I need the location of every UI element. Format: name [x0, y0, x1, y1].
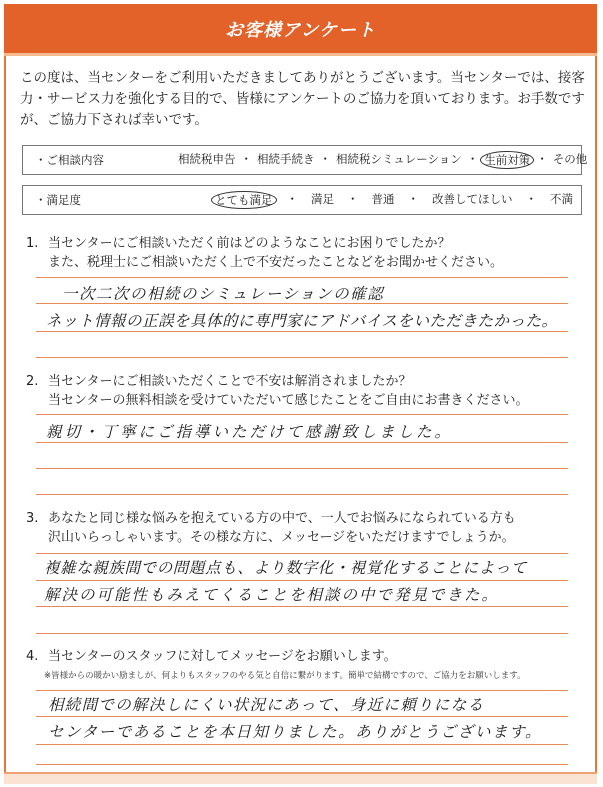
- question-line: 当センターのスタッフに対してメッセージをお願いします。: [48, 649, 397, 664]
- answer-handwriting: 相続間での解決しにくい状況にあって、身近に頼りになる: [48, 696, 485, 714]
- answer-rule: [36, 468, 568, 469]
- question-number: 1.: [26, 236, 39, 251]
- question-2: [26, 372, 580, 410]
- answer-handwriting: 複雑な親族間での問題点も、より数字化・視覚化することによって: [44, 559, 528, 577]
- answer-handwriting: ネット情報の正誤を具体的に専門家にアドバイスをいただきたかった。: [46, 312, 558, 330]
- answer-rule: [36, 414, 568, 415]
- answer-handwriting: センターであることを本日知りました。ありがとうございます。: [48, 723, 543, 741]
- footer-bar: [4, 772, 597, 784]
- answer-rule: [36, 606, 568, 607]
- answer-handwriting: 親切・丁寧にご指導いただけて感謝致しました。: [46, 423, 454, 441]
- question-note: ※皆様からの暖かい励ましが、何よりもスタッフのやる気と自信に繋がります。簡単で結構ですので、ご協力をお願いします。: [44, 671, 526, 681]
- answer-rule: [36, 553, 568, 554]
- header-banner: [4, 4, 597, 56]
- satisfaction-option[interactable]: 改善してほしい: [432, 192, 513, 206]
- consultation-box: [22, 145, 588, 175]
- question-4: [26, 647, 580, 666]
- consultation-option[interactable]: 相続税申告: [178, 152, 236, 166]
- answer-rule: [36, 716, 568, 717]
- answer-rule: [36, 580, 568, 581]
- answer-rule: [36, 690, 568, 691]
- answer-rule: [36, 744, 568, 745]
- consultation-options: 相続税申告 ・ 相続手続き ・ 相続税シミュレーション ・ 生前対策 ・ その他: [175, 151, 590, 169]
- answer-rule: [36, 357, 568, 358]
- satisfaction-option[interactable]: 普通: [371, 192, 395, 206]
- question-number: 4.: [26, 649, 39, 664]
- answer-rule: [36, 331, 568, 332]
- answer-rule: [36, 764, 568, 765]
- consultation-label: ・ご相談内容: [35, 153, 104, 167]
- satisfaction-option[interactable]: 不満: [550, 192, 573, 206]
- answer-rule: [36, 277, 568, 278]
- question-3: [26, 509, 580, 547]
- satisfaction-option-selected[interactable]: とても満足: [211, 191, 277, 209]
- question-line: 当センターにご相談いただくことで不安は解消されましたか？: [48, 374, 412, 389]
- satisfaction-label: ・満足度: [35, 193, 81, 207]
- question-number: 2.: [26, 374, 39, 389]
- question-line: 沢山いらっしゃいます。その様な方に、メッセージをいただけますでしょうか。: [48, 530, 515, 545]
- question-line: 当センターにご相談いただく前はどのようなことにお困りでしたか？: [48, 236, 451, 251]
- answer-handwriting: 解決の可能性もみえてくることを相談の中で発見できた。: [44, 586, 500, 604]
- satisfaction-options: とても満足 ・ 満足 ・ 普通 ・ 改善してほしい ・ 不満: [211, 191, 576, 209]
- question-1: [26, 234, 580, 272]
- answer-rule: [36, 442, 568, 443]
- question-number: 3.: [26, 511, 39, 526]
- intro-text: この度は、当センターをご利用いただきましてありがとうございます。当センターでは、接客力・サービス力を強化する目的で、皆様にアンケートのご協力を頂いております。お手数ですが、ご協力下されば幸いです。: [20, 70, 585, 128]
- answer-handwriting: 一次二次の相続のシミュレーションの確認: [62, 285, 385, 303]
- answer-rule: [36, 633, 568, 634]
- satisfaction-option[interactable]: 満足: [311, 192, 334, 206]
- consultation-option-selected[interactable]: 生前対策: [480, 151, 534, 169]
- question-line: あなたと同じ様な悩みを抱えている方の中で、一人でお悩みになられている方も: [48, 511, 516, 526]
- page-title: お客様アンケート: [225, 19, 376, 41]
- consultation-option[interactable]: 相続手続き: [257, 152, 315, 166]
- satisfaction-box: [22, 185, 582, 215]
- consultation-option[interactable]: 相続税シミュレーション: [336, 152, 462, 166]
- consultation-option[interactable]: その他: [552, 152, 588, 166]
- question-line: 当センターの無料相談を受けていただいて感じたことをご自由にお書きください。: [48, 393, 529, 408]
- question-line: また、税理士にご相談いただく上で不安だったことなどをお聞かせください。: [48, 255, 504, 270]
- answer-rule: [36, 494, 568, 495]
